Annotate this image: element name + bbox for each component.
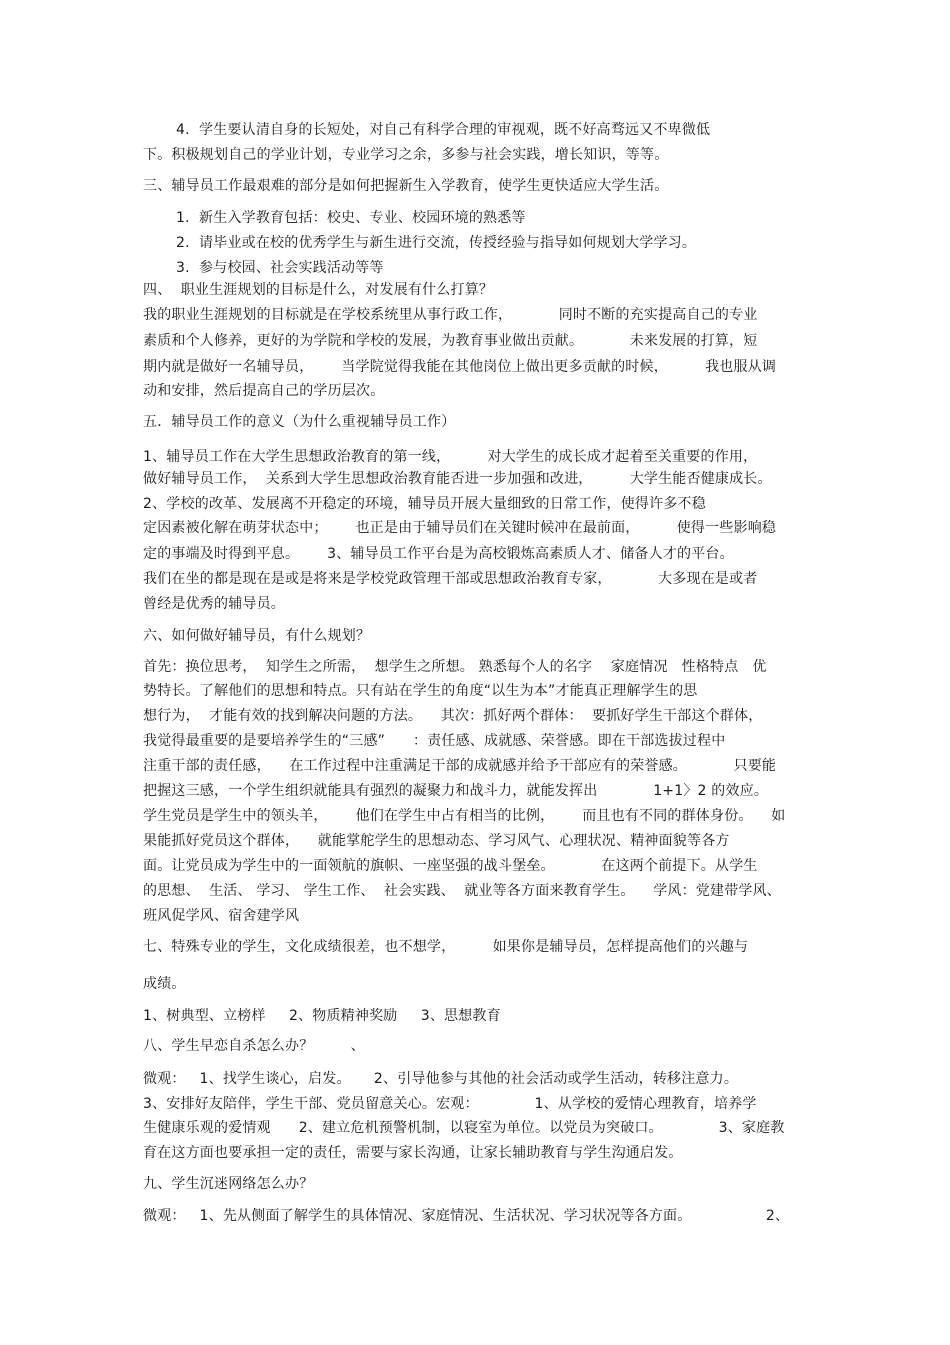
text-line: 势特长。了解他们的思想和特点。只有站在学生的角度“以生为本”才能真正理解学生的思	[143, 683, 698, 699]
text-line: 我的职业生涯规划的目标就是在学校系统里从事行政工作， 同时不断的充实提高自己的专业	[143, 307, 758, 323]
text-line: 下。积极规划自己的学业计划，专业学习之余，多参与社会实践，增长知识，等等。	[143, 147, 669, 163]
text-line: 面。让党员成为学生中的一面领航的旗帜、一座坚强的战斗堡垒。 在这两个前提下。从学生	[143, 858, 758, 874]
list-item: 2. 请毕业或在校的优秀学生与新生进行交流，传授经验与指导如何规划大学学习。	[176, 235, 697, 251]
text-line: 我们在坐的都是现在是或是将来是学校党政管理干部或思想政治教育专家， 大多现在是或者	[143, 571, 758, 587]
text-line: 素质和个人修养，更好的为学院和学校的发展，为教育事业做出贡献。 未来发展的打算，短	[143, 333, 758, 349]
text-line: 3、安排好友陪伴，学生干部、党员留意关心。宏观： 1、从学校的爱情心理教育，培养学	[143, 1096, 757, 1112]
text-line: 微观： 1、先从侧面了解学生的具体情况、家庭情况、生活状况、学习状况等各方面。 2、	[143, 1208, 790, 1224]
section-heading: 三、辅导员工作最艰难的部分是如何把握新生入学教育，使学生更快适应大学生活。	[143, 178, 669, 194]
text-line: 2、学校的改革、发展离不开稳定的环境，辅导员开展大量细致的日常工作，使得许多不稳	[143, 496, 706, 512]
section-heading: 九、学生沉迷网络怎么办？	[143, 1176, 314, 1192]
text-line: 把握这三感，一个学生组织就能具有强烈的凝聚力和战斗力，就能发挥出 1+1〉2 的效应。	[143, 783, 769, 799]
text-line: 首先：换位思考， 知学生之所需， 想学生之所想。 熟悉每个人的名字 家庭情况 性格特点 优	[143, 659, 767, 675]
section-heading: 八、学生早恋自杀怎么办？ 、	[143, 1038, 365, 1054]
section-heading: 六、如何做好辅导员，有什么规划？	[143, 628, 371, 644]
section-heading: 七、特殊专业的学生，文化成绩很差，也不想学， 如果你是辅导员，怎样提高他们的兴趣与	[143, 939, 749, 955]
text-line: 学生党员是学生中的领头羊， 他们在学生中占有相当的比例， 而且也有不同的群体身份。 如	[143, 808, 786, 824]
text-line: 定的事端及时得到平息。 3、辅导员工作平台是为高校锻炼高素质人才、储备人才的平台。	[143, 546, 734, 562]
text-line: 的思想、 生活、 学习、 学生工作、 社会实践、 就业等各方面来教育学生。 学风：党建带学风、	[143, 883, 781, 899]
section-heading: 五．辅导员工作的意义（为什么重视辅导员工作）	[143, 414, 456, 430]
text-line: 做好辅导员工作， 关系到大学生思想政治教育能否进一步加强和改进， 大学生能否健康成长。	[143, 471, 772, 487]
text-line: 曾经是优秀的辅导员。	[143, 596, 285, 612]
list-item: 3. 参与校园、社会实践活动等等	[176, 260, 384, 276]
text-line: 期内就是做好一名辅导员， 当学院觉得我能在其他岗位上做出更多贡献的时候， 我也服从调	[143, 359, 777, 375]
text-line: 成绩。	[143, 976, 186, 992]
text-line: 4. 学生要认清自身的长短处，对自己有科学合理的审视观，既不好高骛远又不卑微低	[176, 122, 711, 138]
text-line: 班风促学风、宿舍建学风	[143, 908, 300, 924]
text-line: 1、辅导员工作在大学生思想政治教育的第一线， 对大学生的成长成才起着至关重要的作用，	[143, 449, 758, 465]
text-line: 我觉得最重要的是要培养学生的“三感” ：责任感、成就感、荣誉感。即在干部选拔过程中	[143, 733, 726, 749]
text-line: 育在这方面也要承担一定的责任，需要与家长沟通，让家长辅助教育与学生沟通启发。	[143, 1145, 683, 1161]
text-line: 想行为， 才能有效的找到解决问题的方法。 其次：抓好两个群体： 要抓好学生干部这个群体，	[143, 708, 763, 724]
text-line: 生健康乐观的爱情观 2、建立危机预警机制，以寝室为单位。以党员为突破口。 3、家庭教	[143, 1120, 785, 1136]
section-heading: 四、 职业生涯规划的目标是什么，对发展有什么打算？	[143, 282, 494, 298]
text-line: 微观： 1、找学生谈心，启发。 2、引导他参与其他的社会活动或学生活动，转移注意力。	[143, 1071, 739, 1087]
text-line: 动和安排，然后提高自己的学历层次。	[143, 383, 385, 399]
text-line: 定因素被化解在萌芽状态中； 也正是由于辅导员们在关键时候冲在最前面， 使得一些影响稳	[143, 520, 777, 536]
text-line: 注重干部的责任感， 在工作过程中注重满足干部的成就感并给予干部应有的荣誉感。 只要能	[143, 758, 777, 774]
list-item: 1. 新生入学教育包括：校史、专业、校园环境的熟悉等	[176, 210, 526, 226]
text-line: 果能抓好党员这个群体， 就能掌舵学生的思想动态、学习风气、心理状况、精神面貌等各方	[143, 833, 730, 849]
text-line: 1、树典型、立榜样 2、物质精神奖励 3、思想教育	[143, 1008, 501, 1024]
